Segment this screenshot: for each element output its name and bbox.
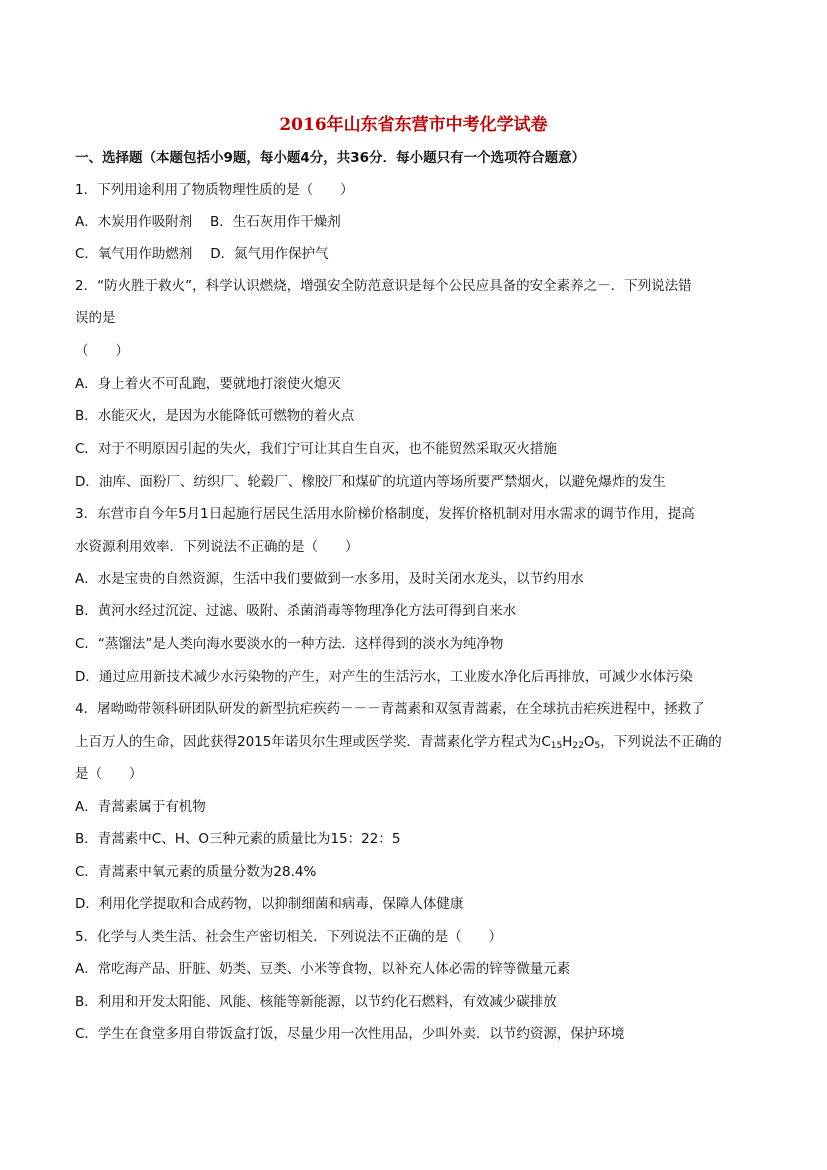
q3-stem-line2: 水资源利用效率．下列说法不正确的是（ ） [75,539,359,555]
q4-option-a: A．青蒿素属于有机物 [75,799,206,815]
q3-stem-line1: 3．东营市自今年5月1日起施行居民生活用水阶梯价格制度，发挥价格机制对用水需求的调节作用，提高 [75,506,695,522]
q3-option-d: D．通过应用新技术减少水污染物的产生，对产生的生活污水，工业废水净化后再排放，可减少水体污染 [75,669,693,685]
page-title: 2016年山东省东营市中考化学试卷 [279,115,548,135]
q3-option-b: B．黄河水经过沉淀、过滤、吸附、杀菌消毒等物理净化方法可得到自来水 [75,603,517,619]
q4-stem-line2-post: ，下列说法不正确的 [600,734,722,750]
q5-option-b: B．利用和开发太阳能、风能、核能等新能源，以节约化石燃料，有效减少碳排放 [75,994,557,1010]
q1-options-cd: C．氧气用作助燃剂 D．氮气用作保护气 [75,246,329,262]
q2-option-d: D．油库、面粉厂、纺织厂、轮毂厂、橡胶厂和煤矿的坑道内等场所要严禁烟火，以避免爆炸的发生 [75,474,666,490]
q2-stem-line2: 误的是 [75,310,116,326]
formula-o-letter: O [583,734,595,750]
q3-option-c: C．“蒸馏法”是人类向海水要淡水的一种方法．这样得到的淡水为纯净物 [75,636,504,652]
formula-h-subscript: 22 [572,741,584,751]
q4-stem-line2 [75,732,722,756]
q5-option-a: A．常吃海产品、肝脏、奶类、豆类、小米等食物，以补充人体必需的锌等微量元素 [75,961,571,977]
formula-o-subscript: 5 [594,741,601,751]
q1-stem: 1．下列用途利用了物质物理性质的是（ ） [75,182,354,198]
q4-stem-line2-pre: 上百万人的生命，因此获得2015年诺贝尔生理或医学奖．青蒿素化学方程式为C [75,734,551,750]
formula-h-letter: H [562,734,573,750]
q4-option-b: B．青蒿素中C、H、O三种元素的质量比为15：22：5 [75,831,401,847]
q1-options-ab: A．木炭用作吸附剂 B．生石灰用作干燥剂 [75,214,341,230]
q5-option-c: C．学生在食堂多用自带饭盒打饭，尽量少用一次性用品，少叫外卖．以节约资源，保护环境 [75,1026,625,1042]
q4-option-c: C．青蒿素中氧元素的质量分数为28.4% [75,864,317,880]
q3-option-a: A．水是宝贵的自然资源，生活中我们要做到一水多用，及时关闭水龙头，以节约用水 [75,571,584,587]
formula-c-subscript: 15 [550,741,563,751]
q2-option-c: C．对于不明原因引起的失火，我们宁可让其自生自灭，也不能贸然采取灭火措施 [75,441,557,457]
section-heading: 一、选择题（本题包括小9题，每小题4分，共36分．每小题只有一个选项符合题意） [75,150,586,166]
q2-stem-line1: 2．“防火胜于救火”，科学认识燃烧，增强安全防范意识是每个公民应具备的安全素养之－．下列说法错 [75,278,692,294]
q2-stem-line3: （ ） [75,343,129,359]
q5-stem: 5．化学与人类生活、社会生产密切相关．下列说法不正确的是（ ） [75,929,503,945]
q4-stem-line1: 4．屠呦呦带领科研团队研发的新型抗疟疾药－－－青蒿素和双氢青蒿素，在全球抗击疟疾进程中，拯救了 [75,701,705,717]
q4-option-d: D．利用化学提取和合成药物，以抑制细菌和病毒，保障人体健康 [75,896,464,912]
q4-stem-line3: 是（ ） [75,766,143,782]
q2-option-b: B．水能灭火，是因为水能降低可燃物的着火点 [75,408,355,424]
q2-option-a: A．身上着火不可乱跑，要就地打滚使火熄灭 [75,376,341,392]
